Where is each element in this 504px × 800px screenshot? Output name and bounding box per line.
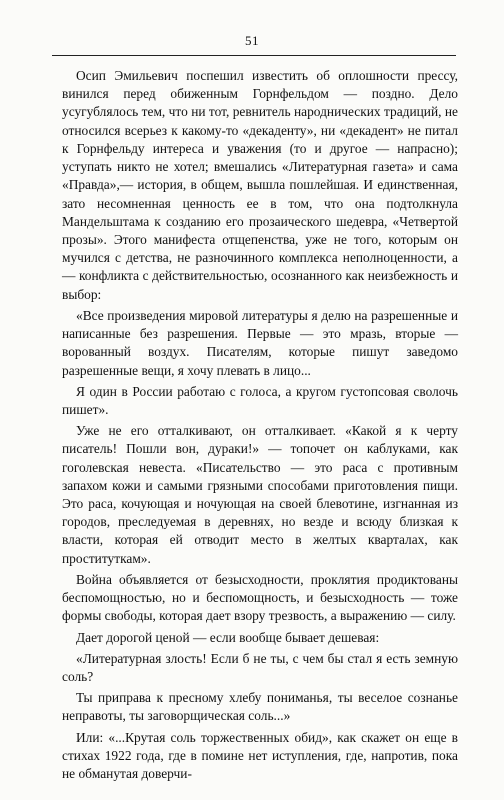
page-number: 51 xyxy=(245,33,259,48)
paragraph-9: Или: «...Крутая соль торжественных обид», как скажет он еще в стихах 1922 года, где в помине нет иступления, где, напротив, пока не обманутая доверчи- xyxy=(62,729,458,782)
paragraph-6: Дает дорогой ценой — если вообще бывает дешевая: xyxy=(76,629,380,645)
paragraph-2: «Все произведения мировой литературы я делю на разрешенные и написанные без разрешения. Первые — это мразь, вторые — ворованный воздух. Писателям, которые пишут заведомо разрешенные вещи, я хочу плевать в лицо... xyxy=(62,307,458,378)
paragraph-8: Ты приправа к пресному хлебу пониманья, ты веселое сознанье неправоты, ты заговорщическая соль...» xyxy=(62,690,458,724)
header-rule xyxy=(52,55,456,56)
paragraph-1: Осип Эмильевич поспешил известить об оплошности прессу, винился перед обиженным Горнфельдом — поздно. Дело усугублялось тем, что ни тот, ревнитель народнических традиций, не относился всерьез к какому-то «декаденту», ни «декадент» не питал к Горнфельду интереса и уважения (то и другое — напрасно); уступать никто не хотел; вмешались «Литературная газета» и сама «Правда»,— история, в общем, вышла пошлейшая. И единственная, зато несомненная ценность ее в том, что она подтолкнула Мандельштама к созданию его прозаического шедевра, «Четвертой прозы». Этого манифеста отщепенства, уже не того, которым он мучился с детства, не разночинного комплекса неполноценности, а — конфликта с действительностью, осознанного как неизбежность и выбор: xyxy=(62,68,458,302)
paragraph-3: Я один в России работаю с голоса, а кругом густопсовая сволочь пишет». xyxy=(62,383,458,417)
paragraph-4: Уже не его отталкивают, он отталкивает. «Какой я к черту писатель! Пошли вон, дураки!» — топочет он каблуками, как гоголевская невеста. «Писательство — это раса с противным запахом кожи и самыми грязными способами приготовления пищи. Это раса, кочующая и ночующая на своей блевотине, изгнанная из городов, преследуемая в деревнях, но везде и всюду близкая к власти, которая ей отводит место в желтых кварталах, как проституткам». xyxy=(62,423,458,566)
paragraph-5: Война объявляется от безысходности, проклятия продиктованы беспомощностью, но и беспомощность, и безысходность — тоже формы свободы, которая дает взору трезвость, а выражению — силу. xyxy=(62,571,458,624)
paragraph-7: «Литературная злость! Если б не ты, с чем бы стал я есть земную соль? xyxy=(62,650,458,684)
body-text xyxy=(62,67,458,786)
